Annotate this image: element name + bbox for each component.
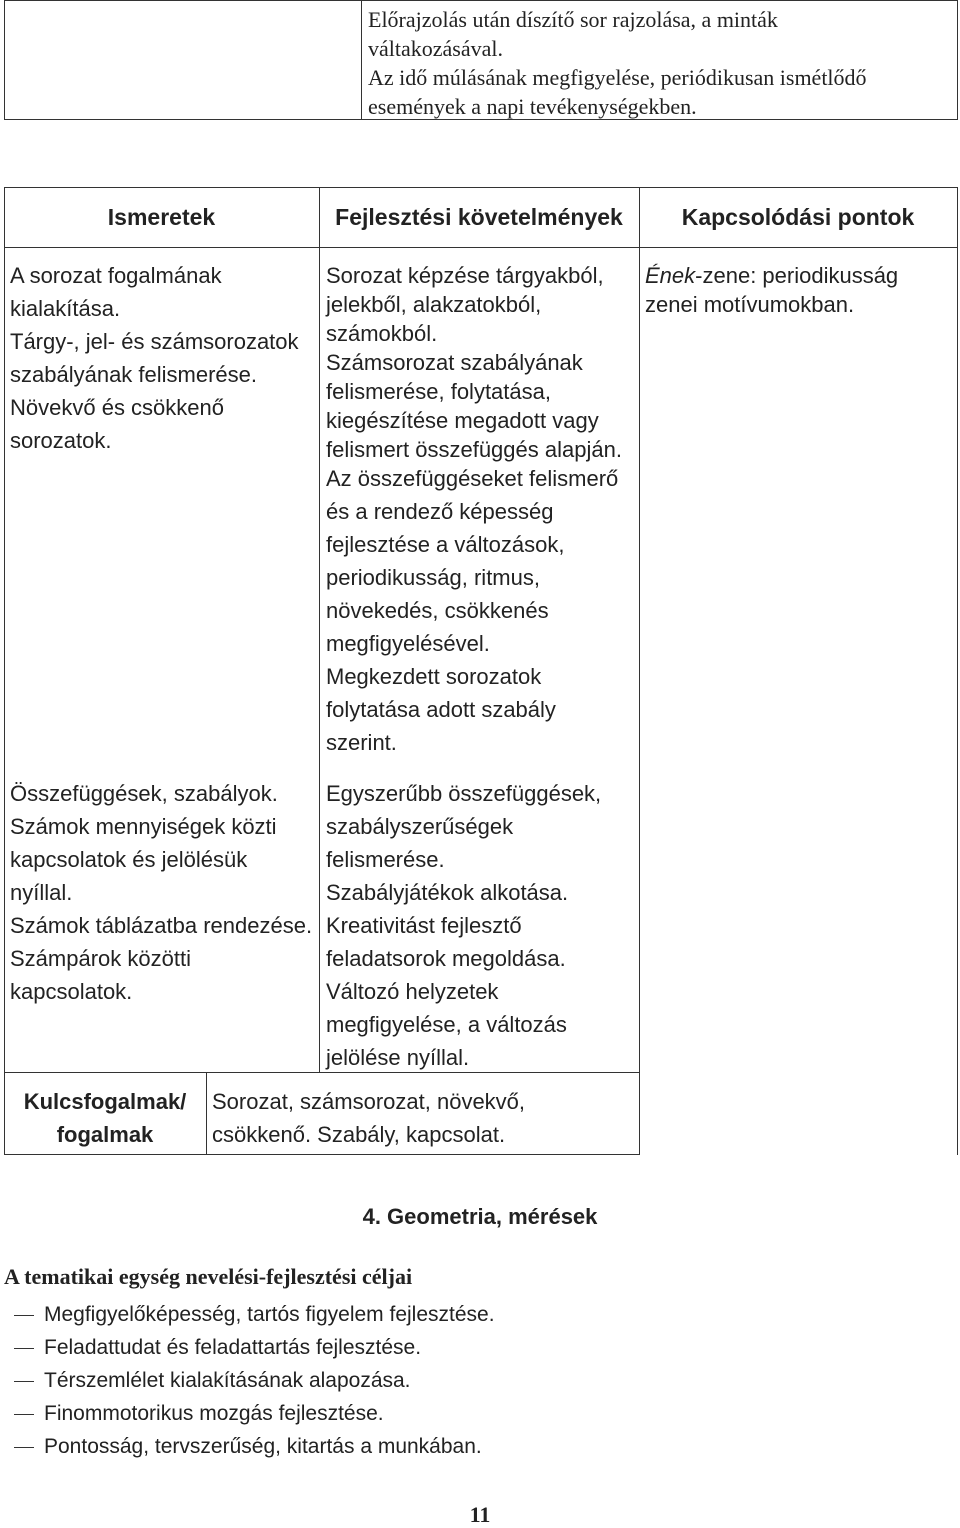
kapcsolodas-cell-1 <box>645 261 955 319</box>
cell-line: jelekből, alakzatokból, <box>326 292 542 317</box>
cell-line: fogalmak <box>56 1122 154 1147</box>
cell-line: Számsorozat szabályának <box>326 350 583 375</box>
fejlesztes-cell-2 <box>326 777 636 1074</box>
table-border <box>4 187 5 1155</box>
kulcsfogalmak-value <box>212 1085 637 1151</box>
goals-list <box>10 1298 495 1463</box>
list-item <box>10 1298 495 1331</box>
cell-line: Számok táblázatba rendezése. <box>10 913 313 938</box>
cell-line: felismert összefüggés alapján. <box>326 437 622 462</box>
top-line: váltakozásával. <box>368 36 503 61</box>
cell-line: Számok mennyiségek közti <box>10 814 277 839</box>
cell-line: kapcsolatok és jelölésük <box>10 847 248 872</box>
cell-line: kialakítása. <box>10 296 121 321</box>
goal-text: Megfigyelőképesség, tartós figyelem fejlesztése. <box>44 1303 495 1326</box>
goal-text: Feladattudat és feladattartás fejlesztése. <box>44 1336 422 1359</box>
goal-text: Térszemlélet kialakításának alapozása. <box>44 1369 411 1392</box>
list-item <box>10 1430 495 1463</box>
header-ismeretek: Ismeretek <box>107 203 216 230</box>
ismeretek-cell-2 <box>10 777 315 1008</box>
kulcsfogalmak-label <box>4 1085 206 1151</box>
fejlesztes-cell-1b <box>326 462 636 759</box>
cell-line: Változó helyzetek <box>326 979 499 1004</box>
cell-line: megfigyelésével. <box>326 631 490 656</box>
table-border <box>4 1154 639 1155</box>
cell-line <box>645 261 955 290</box>
cell-line: periodikusság, ritmus, <box>326 565 540 590</box>
top-line: Az idő múlásának megfigyelése, periódikusan ismétlődő <box>368 65 867 90</box>
cell-line: Számpárok közötti <box>10 946 191 971</box>
header-kapcsolodasi: Kapcsolódási pontok <box>681 203 915 230</box>
goals-title: A tematikai egység nevelési-fejlesztési céljai <box>4 1264 413 1289</box>
top-table <box>4 0 958 120</box>
cell-line: és a rendező képesség <box>326 499 554 524</box>
cell-line: Az összefüggéseket felismerő <box>326 466 619 491</box>
list-item <box>10 1364 495 1397</box>
goal-text: Pontosság, tervszerűség, kitartás a munkában. <box>44 1435 482 1458</box>
cell-line: fejlesztése a változások, <box>326 532 565 557</box>
header-fejlesztesi: Fejlesztési követelmények <box>335 203 623 230</box>
italic-subject: Ének <box>645 263 696 288</box>
list-item <box>10 1397 495 1430</box>
table-border <box>319 187 320 1072</box>
dash-bullet-icon <box>14 1348 34 1349</box>
cell-line: Sorozat, számsorozat, növekvő, <box>212 1089 526 1114</box>
cell-line: Tárgy-, jel- és számsorozatok <box>10 329 299 354</box>
table-border <box>4 247 958 248</box>
top-line: Előrajzolás után díszítő sor rajzolása, a minták <box>368 7 778 32</box>
ismeretek-cell-1 <box>10 259 315 457</box>
cell-line: zenei motívumokban. <box>645 292 855 317</box>
table-border <box>639 187 640 1155</box>
cell-line: Kreativitást fejlesztő <box>326 913 522 938</box>
cell-line: A sorozat fogalmának <box>10 263 222 288</box>
fejlesztes-cell-1a <box>326 261 636 464</box>
cell-line: Növekvő és csökkenő <box>10 395 224 420</box>
cell-line: feladatsorok megoldása. <box>326 946 566 971</box>
table-border <box>957 187 958 1155</box>
page-number: 11 <box>469 1502 491 1527</box>
cell-line: szabályszerűségek <box>326 814 514 839</box>
top-table-empty-cell <box>5 1 362 119</box>
cell-line: Kulcsfogalmak/ <box>23 1089 187 1114</box>
dash-bullet-icon <box>14 1414 34 1415</box>
table-border <box>206 1072 207 1155</box>
cell-line: szerint. <box>326 730 397 755</box>
cell-line: jelölése nyíllal. <box>326 1045 470 1070</box>
cell-line: Szabályjátékok alkotása. <box>326 880 569 905</box>
dash-bullet-icon <box>14 1315 34 1316</box>
goal-text: Finommotorikus mozgás fejlesztése. <box>44 1402 384 1425</box>
cell-line: felismerése. <box>326 847 445 872</box>
cell-line: nyíllal. <box>10 880 73 905</box>
cell-line: Összefüggések, szabályok. <box>10 781 278 806</box>
cell-line: Megkezdett sorozatok <box>326 664 542 689</box>
cell-line: csökkenő. Szabály, kapcsolat. <box>212 1122 506 1147</box>
subject-rest: -zene: periodikusság <box>695 263 899 288</box>
main-table <box>4 187 958 1155</box>
cell-line: kiegészítése megadott vagy <box>326 408 599 433</box>
section-title: 4. Geometria, mérések <box>362 1204 598 1229</box>
top-table-text-cell <box>362 1 957 119</box>
cell-line: felismerése, folytatása, <box>326 379 551 404</box>
cell-line: folytatása adott szabály <box>326 697 556 722</box>
cell-line: kapcsolatok. <box>10 979 133 1004</box>
cell-line: sorozatok. <box>10 428 112 453</box>
cell-line: szabályának felismerése. <box>10 362 258 387</box>
cell-line: növekedés, csökkenés <box>326 598 549 623</box>
cell-line: Sorozat képzése tárgyakból, <box>326 263 604 288</box>
cell-line: Egyszerűbb összefüggések, <box>326 781 602 806</box>
cell-line: számokból. <box>326 321 438 346</box>
top-line: események a napi tevékenységekben. <box>368 94 697 119</box>
dash-bullet-icon <box>14 1381 34 1382</box>
list-item <box>10 1331 495 1364</box>
dash-bullet-icon <box>14 1447 34 1448</box>
cell-line: megfigyelése, a változás <box>326 1012 567 1037</box>
